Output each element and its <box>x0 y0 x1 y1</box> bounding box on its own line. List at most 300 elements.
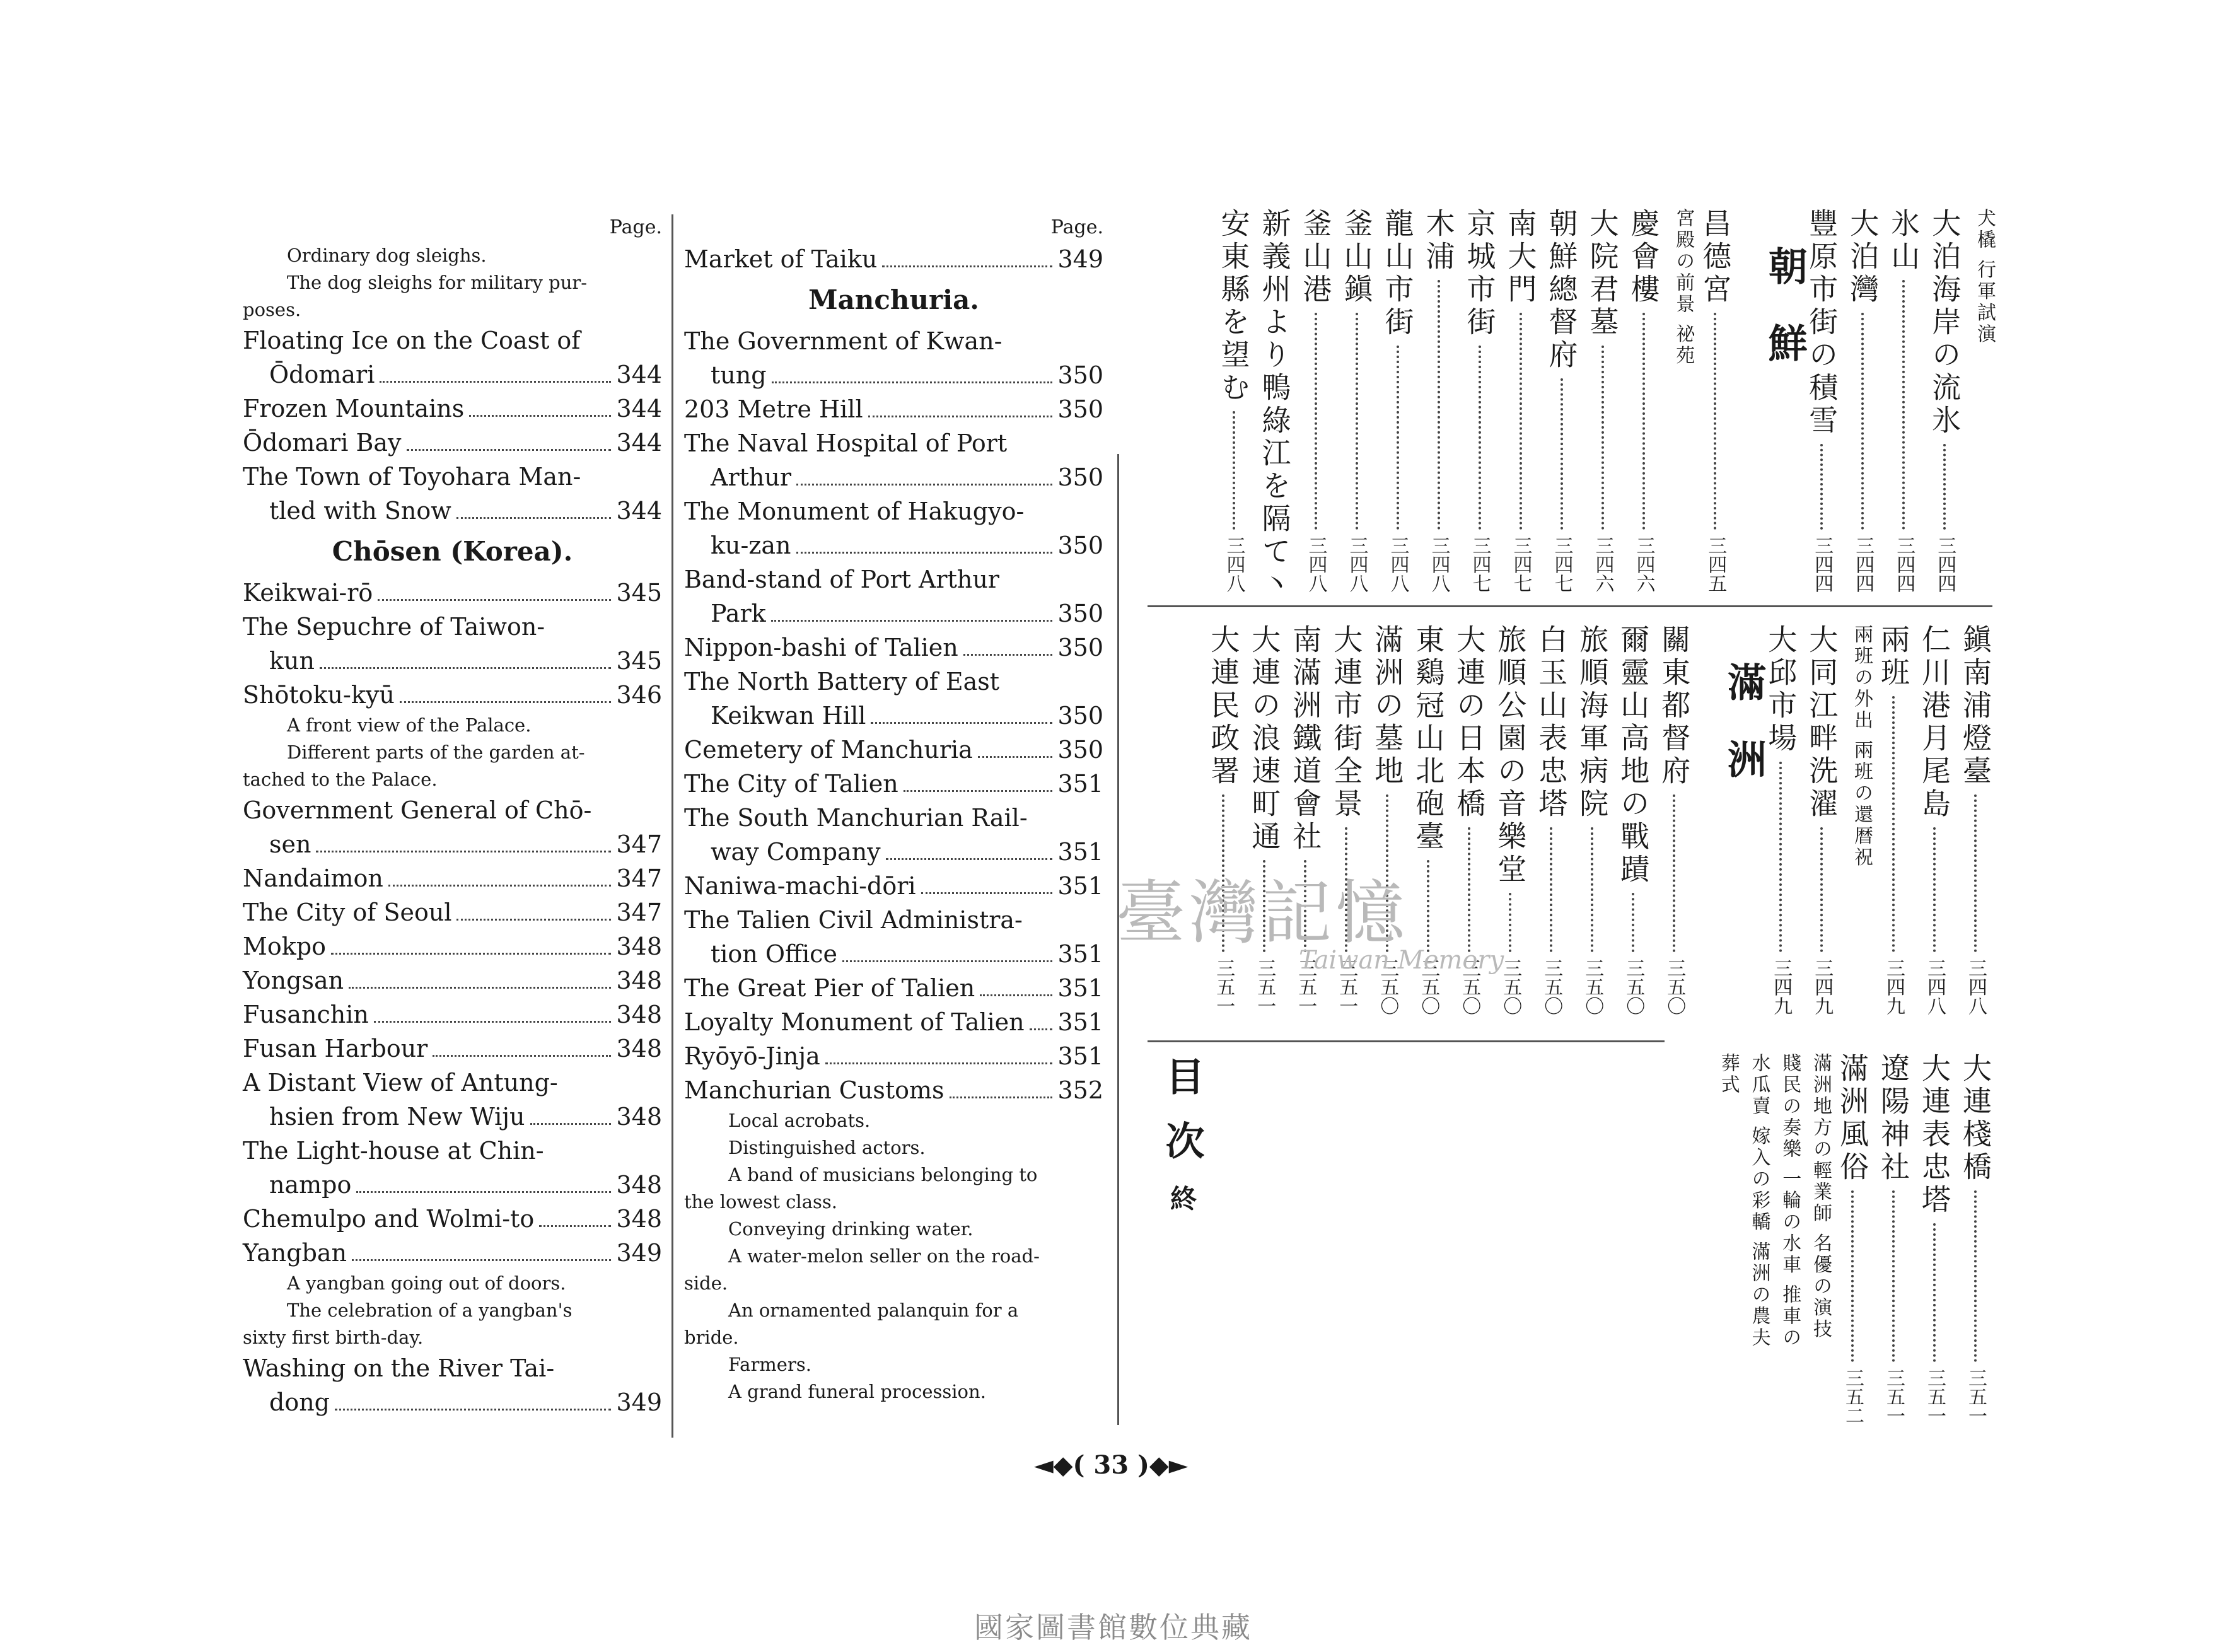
leader-dots <box>950 1096 1053 1098</box>
entry-title: 兩班 <box>1876 624 1910 690</box>
entry-title: Market of Taiku <box>684 245 878 273</box>
index-entry <box>684 1073 1103 1107</box>
entry-page: 三四九 <box>1811 958 1834 1015</box>
entry-title: 滿洲の墓地 <box>1370 624 1405 788</box>
leader-dots <box>1572 827 1593 952</box>
index-list-middle <box>684 242 1103 1405</box>
leader-dots <box>1501 313 1522 530</box>
entry-page: 三四八 <box>1346 536 1368 593</box>
index-entry <box>684 358 1103 392</box>
entry-title-line: Band-stand of Port Arthur <box>684 566 999 593</box>
entry-title: 大邱市場 <box>1764 624 1798 755</box>
leader-dots <box>1955 1190 1977 1362</box>
entry-title: 釜山港 <box>1298 208 1333 306</box>
entry-page: 344 <box>616 395 662 422</box>
entry-page: 三五〇 <box>1663 958 1686 1015</box>
index-entry <box>684 631 1103 665</box>
entry-title: 木浦 <box>1421 208 1456 274</box>
entry-page: 351 <box>1057 838 1103 866</box>
index-entry <box>1914 1053 1955 1425</box>
toc-end-char: 終 <box>1166 1185 1197 1236</box>
index-entry <box>684 937 1103 971</box>
leader-dots <box>1531 827 1552 952</box>
index-entry <box>243 963 662 998</box>
index-entry <box>243 392 662 426</box>
sub-entry: The dog sleighs for military pur- <box>287 272 588 293</box>
index-entry <box>1255 208 1295 602</box>
entry-title: Ōdomari <box>269 361 375 388</box>
entry-page: 347 <box>616 864 662 892</box>
entry-page: 350 <box>1057 532 1103 559</box>
entry-page: 350 <box>1057 600 1103 627</box>
sub-entry: Ordinary dog sleighs. <box>287 245 487 266</box>
leader-dots <box>456 919 611 921</box>
leader-dots <box>1695 313 1716 530</box>
index-entry <box>1531 624 1571 1015</box>
entry-page: 三五〇 <box>1458 958 1481 1015</box>
entry-page: 三五一 <box>1924 1368 1946 1425</box>
entry-title: 大連市街全景 <box>1329 624 1364 821</box>
entry-title: Nippon-bashi of Talien <box>684 634 958 661</box>
entry-page: 三五一 <box>1253 958 1276 1015</box>
entry-title: 大同江畔洗濯 <box>1805 624 1839 821</box>
entry-title: 爾靈山高地の戰蹟 <box>1616 624 1651 887</box>
entry-title: kun <box>269 647 315 675</box>
entry-title: Mokpo <box>243 933 327 960</box>
entry-title-line: The Town of Toyohara Man- <box>243 463 581 491</box>
entry-title: 京城市街 <box>1462 208 1497 339</box>
entry-title: Ōdomari Bay <box>243 429 402 457</box>
leader-dots <box>388 885 612 887</box>
leader-dots <box>1955 794 1977 952</box>
entry-title: 203 Metre Hill <box>684 395 863 423</box>
entry-title: tung <box>711 361 767 389</box>
index-entry <box>1695 208 1735 593</box>
leader-dots <box>1624 313 1645 530</box>
index-entry <box>684 242 1103 276</box>
index-entry <box>1924 208 1965 593</box>
index-entry <box>684 767 1103 801</box>
entry-page: 349 <box>616 1388 662 1416</box>
entry-title: 大連表忠塔 <box>1917 1053 1951 1217</box>
entry-title: Loyalty Monument of Talien <box>684 1008 1025 1036</box>
entry-title: 南大門 <box>1503 208 1538 306</box>
leader-dots <box>1296 313 1317 530</box>
entry-page: 三五一 <box>1294 958 1317 1015</box>
leader-dots <box>1873 1190 1895 1362</box>
entry-page: 三四八 <box>1427 536 1450 593</box>
index-entry <box>1873 1053 1914 1425</box>
section-rule <box>1148 1040 1665 1042</box>
entry-title: 昌德宮 <box>1698 208 1733 306</box>
index-entry <box>243 1168 662 1202</box>
entry-page: 三五〇 <box>1622 958 1645 1015</box>
toc-end-char: 次 <box>1159 1120 1205 1185</box>
entry-title: Nandaimon <box>243 864 383 892</box>
entry-title: 旅順公園の音樂堂 <box>1493 624 1528 887</box>
sub-entry: sixty first birth-day. <box>243 1327 424 1348</box>
index-entry <box>684 596 1103 631</box>
index-entry <box>243 426 662 460</box>
leader-dots <box>1883 280 1905 530</box>
entry-title: sen <box>269 830 311 858</box>
index-entry <box>1654 624 1694 1015</box>
index-entry <box>1955 1053 1996 1425</box>
entry-title: 大連の浪速町通 <box>1247 624 1282 854</box>
index-entry <box>243 1202 662 1236</box>
entry-title: Chemulpo and Wolmi-to <box>243 1205 535 1233</box>
leader-dots <box>1542 378 1563 530</box>
english-index-middle <box>684 213 1103 1405</box>
entry-title: nampo <box>269 1171 352 1199</box>
sub-entry: side. <box>684 1272 728 1294</box>
index-entry <box>1583 208 1623 593</box>
sub-entry: An ornamented palanquin for a <box>728 1300 1019 1321</box>
entry-title: Keikwan Hill <box>711 702 866 730</box>
index-entry <box>1832 1053 1873 1425</box>
entry-page: 348 <box>616 1103 662 1131</box>
sub-entry: The celebration of a yangban's <box>287 1300 573 1321</box>
index-entry <box>1460 208 1500 593</box>
leader-dots <box>886 858 1053 860</box>
leader-dots <box>539 1225 611 1227</box>
entry-title: The City of Seoul <box>243 899 452 926</box>
entry-page: 三四九 <box>1883 958 1905 1015</box>
entry-title: Frozen Mountains <box>243 395 465 422</box>
index-entry <box>243 678 662 712</box>
index-entry <box>684 460 1103 494</box>
index-entry <box>1955 624 1996 1015</box>
leader-dots <box>1801 444 1823 530</box>
entry-page: 349 <box>1057 245 1103 273</box>
index-entry <box>243 1032 662 1066</box>
sub-entry: A grand funeral procession. <box>728 1381 986 1402</box>
entry-title-line: Washing on the River Tai- <box>243 1354 555 1382</box>
sub-entry: 兩班の外出 兩班の還暦祝 <box>1851 624 1873 869</box>
sub-entry: Distinguished actors. <box>728 1137 926 1158</box>
entry-title: Fusan Harbour <box>243 1035 428 1062</box>
entry-title: 鎭南浦燈臺 <box>1958 624 1992 788</box>
index-entry <box>243 895 662 929</box>
entry-title: Arthur <box>711 463 791 491</box>
leader-dots <box>349 987 611 989</box>
index-list-left <box>243 242 662 1419</box>
leader-dots <box>1214 411 1235 530</box>
entry-title: way Company <box>711 838 881 866</box>
leader-dots <box>868 416 1053 417</box>
entry-page: 350 <box>1057 702 1103 730</box>
entry-page: 348 <box>616 1001 662 1028</box>
sub-entry: the lowest class. <box>684 1191 837 1213</box>
entry-title: 仁川港月尾島 <box>1917 624 1951 821</box>
leader-dots <box>1914 1223 1936 1362</box>
footer-credit: 國家圖書館數位典藏 <box>974 1610 1252 1644</box>
index-entry <box>1542 208 1582 593</box>
leader-dots <box>335 1409 611 1411</box>
index-entry <box>1572 624 1612 1015</box>
entry-title: 朝鮮總督府 <box>1544 208 1579 372</box>
sub-entry: tached to the Palace. <box>243 769 438 790</box>
entry-title: 東鷄冠山北砲臺 <box>1411 624 1446 854</box>
leader-dots <box>1030 1028 1053 1030</box>
section-heading: 滿洲 <box>1721 662 1767 816</box>
entry-page: 三五一 <box>1883 1368 1905 1425</box>
entry-page: 351 <box>1057 770 1103 798</box>
index-entry <box>1883 208 1924 593</box>
sub-entry: Farmers. <box>728 1354 811 1375</box>
leader-dots <box>1924 444 1946 530</box>
index-entry <box>684 699 1103 733</box>
entry-title: Yongsan <box>243 967 344 994</box>
entry-title: 安東縣を望む <box>1216 208 1251 405</box>
entry-title: 大院君墓 <box>1585 208 1620 339</box>
leader-dots <box>407 449 612 451</box>
index-entry <box>684 392 1103 426</box>
entry-title-line: The Monument of Hakugyo- <box>684 497 1025 525</box>
sub-entry: Conveying drinking water. <box>728 1218 974 1240</box>
index-entry <box>243 1236 662 1270</box>
entry-page: 351 <box>1057 872 1103 900</box>
page-column-head: Page. <box>609 216 662 238</box>
leader-dots <box>771 620 1053 622</box>
entry-title: tion Office <box>711 940 837 968</box>
entry-title: 大泊海岸の流氷 <box>1927 208 1962 438</box>
leader-dots <box>904 790 1053 792</box>
entry-page: 三四四 <box>1811 536 1834 593</box>
entry-title: 旅順海軍病院 <box>1575 624 1610 821</box>
entry-title: 南滿洲鐵道會社 <box>1288 624 1323 854</box>
watermark-en: Taiwan Memory <box>1299 946 1504 975</box>
entry-page: 347 <box>616 899 662 926</box>
entry-page: 348 <box>616 1035 662 1062</box>
leader-dots <box>796 484 1052 486</box>
leader-dots <box>400 701 612 703</box>
entry-page: 352 <box>1057 1076 1103 1104</box>
index-entry <box>684 835 1103 869</box>
entry-page: 350 <box>1057 634 1103 661</box>
entry-title: 大連棧橋 <box>1958 1053 1992 1184</box>
index-entry <box>243 358 662 392</box>
entry-title: Cemetery of Manchuria <box>684 736 973 764</box>
sub-entry: 滿洲地方の輕業師 名優の演技 <box>1810 1053 1832 1341</box>
index-entry <box>684 733 1103 767</box>
entry-page: 三四四 <box>1893 536 1915 593</box>
entry-page: 350 <box>1057 736 1103 764</box>
leader-dots <box>1873 696 1895 952</box>
leader-dots <box>921 892 1053 894</box>
leader-dots <box>796 552 1053 554</box>
section-rule <box>1148 605 1992 607</box>
entry-title: 遼陽神社 <box>1876 1053 1910 1184</box>
entry-page: 三五一 <box>1335 958 1358 1015</box>
page-column-head: Page. <box>1050 216 1103 238</box>
entry-page: 三四八 <box>1305 536 1327 593</box>
entry-page: 349 <box>616 1239 662 1267</box>
entry-title-line: The Sepuchre of Taiwon- <box>243 613 545 641</box>
leader-dots <box>825 1062 1053 1064</box>
sub-entry: A front view of the Palace. <box>287 714 532 736</box>
leader-dots <box>378 599 611 601</box>
entry-page: 348 <box>616 933 662 960</box>
leader-dots <box>433 1055 611 1057</box>
entry-page: 350 <box>1057 361 1103 389</box>
index-entry <box>1801 624 1842 1015</box>
entry-page: 三五二 <box>1842 1368 1864 1425</box>
index-entry <box>1613 624 1653 1015</box>
entry-page: 三五一 <box>1965 1368 1987 1425</box>
index-entry <box>243 827 662 861</box>
entry-page: 三四六 <box>1632 536 1655 593</box>
index-entry <box>684 971 1103 1005</box>
sub-entry: A band of musicians belonging to <box>728 1164 1038 1185</box>
leader-dots <box>772 381 1053 383</box>
entry-title: tled with Snow <box>269 497 451 525</box>
entry-page: 345 <box>616 647 662 675</box>
entry-title-line: A Distant View of Antung- <box>243 1069 558 1096</box>
leader-dots <box>882 265 1052 267</box>
entry-title-line: The Talien Civil Administra- <box>684 906 1023 934</box>
entry-page: 350 <box>1057 395 1103 423</box>
leader-dots <box>1419 280 1440 530</box>
entry-title: Manchurian Customs <box>684 1076 945 1104</box>
entry-title: 白玉山表忠塔 <box>1534 624 1569 821</box>
index-entry <box>684 1039 1103 1073</box>
entry-title-line: The North Battery of East <box>684 668 1000 695</box>
entry-page: 三四四 <box>1934 536 1956 593</box>
index-entry <box>1419 208 1459 593</box>
index-entry <box>243 494 662 528</box>
entry-title: dong <box>269 1388 330 1416</box>
sub-entry: 賤民の奏樂 一輪の水車 推車の <box>1779 1053 1801 1349</box>
entry-page: 三五〇 <box>1540 958 1563 1015</box>
entry-title-line: The Light-house at Chin- <box>243 1137 544 1165</box>
leader-dots <box>963 654 1053 656</box>
index-entry <box>684 869 1103 903</box>
sub-entry: Local acrobats. <box>728 1110 871 1131</box>
sub-entry: 犬橇 行軍試演 <box>1973 208 1996 346</box>
entry-title: 大連の日本橋 <box>1452 624 1487 821</box>
entry-title: 關東都督府 <box>1657 624 1692 788</box>
entry-page: 344 <box>616 497 662 525</box>
leader-dots <box>1613 893 1634 952</box>
entry-page: 348 <box>616 967 662 994</box>
entry-title: 慶會樓 <box>1626 208 1661 306</box>
entry-page: 348 <box>616 1205 662 1233</box>
entry-page: 三四八 <box>1965 958 1987 1015</box>
entry-page: 三四五 <box>1704 536 1727 593</box>
sub-entry: Different parts of the garden at- <box>287 742 585 763</box>
entry-title-line: The South Manchurian Rail- <box>684 804 1028 832</box>
leader-dots <box>1378 346 1399 530</box>
index-entry <box>1337 208 1377 593</box>
index-entry <box>243 929 662 963</box>
leader-dots <box>374 1021 612 1023</box>
entry-title-line: The Naval Hospital of Port <box>684 429 1008 457</box>
page-number: ◄◆( 33 )◆► <box>1034 1450 1189 1480</box>
sub-entry: A water-melon seller on the road- <box>728 1245 1040 1267</box>
entry-page: 三五一 <box>1212 958 1235 1015</box>
leader-dots <box>456 517 612 519</box>
index-entry <box>684 1005 1103 1039</box>
entry-page: 三四六 <box>1591 536 1614 593</box>
sub-entry: A yangban going out of doors. <box>287 1272 566 1294</box>
index-entry <box>1914 624 1955 1015</box>
entry-page: 351 <box>1057 1008 1103 1036</box>
leader-dots <box>469 415 611 417</box>
entry-title: 龍山市街 <box>1380 208 1415 339</box>
leader-dots <box>1337 313 1358 530</box>
index-entry <box>1873 624 1914 1015</box>
entry-title: Ryōyō-Jinja <box>684 1042 820 1070</box>
entry-title: Naniwa-machi-dōri <box>684 872 916 900</box>
index-entry <box>243 1100 662 1134</box>
entry-title: 大連民政署 <box>1206 624 1241 788</box>
sub-entry: 葬式 <box>1717 1053 1740 1096</box>
leader-dots <box>842 960 1053 962</box>
section-heading: 朝鮮 <box>1762 246 1808 400</box>
entry-title: Shōtoku-kyū <box>243 681 395 709</box>
index-entry <box>684 528 1103 562</box>
entry-page: 三五〇 <box>1581 958 1604 1015</box>
entry-title: ku-zan <box>711 532 791 559</box>
column-divider <box>671 214 673 1438</box>
leader-dots <box>356 1191 611 1193</box>
leader-dots <box>978 756 1053 758</box>
toc-end-char: 目 <box>1159 1056 1205 1120</box>
index-entry <box>243 576 662 610</box>
entry-page: 三五〇 <box>1376 958 1399 1015</box>
index-entry <box>243 998 662 1032</box>
index-entry <box>1378 208 1418 593</box>
entry-title: 新義州より鴨綠江を隔て丶 <box>1257 208 1292 602</box>
entry-page: 三四八 <box>1223 536 1245 593</box>
entry-title: 滿洲風俗 <box>1835 1053 1869 1184</box>
entry-title-line: Government General of Chō- <box>243 796 592 824</box>
entry-title-line: Floating Ice on the Coast of <box>243 327 581 354</box>
index-entry <box>1214 208 1254 593</box>
entry-title: Keikwai-rō <box>243 579 373 607</box>
index-entry <box>243 861 662 895</box>
entry-title: Fusanchin <box>243 1001 369 1028</box>
entry-page: 三五〇 <box>1417 958 1440 1015</box>
leader-dots <box>1842 313 1864 530</box>
leader-dots <box>1801 827 1823 952</box>
entry-title: 豐原市街の積雪 <box>1805 208 1839 438</box>
entry-title: The Great Pier of Talien <box>684 974 975 1002</box>
sub-entry: bride. <box>684 1327 739 1348</box>
leader-dots <box>316 851 611 852</box>
entry-page: 三四七 <box>1509 536 1532 593</box>
leader-dots <box>352 1259 611 1261</box>
index-entry <box>1296 208 1336 593</box>
index-entry <box>1842 208 1883 593</box>
entry-page: 345 <box>616 579 662 607</box>
entry-page: 三四八 <box>1386 536 1409 593</box>
index-entry <box>243 644 662 678</box>
entry-page: 347 <box>616 830 662 858</box>
entry-page: 351 <box>1057 1042 1103 1070</box>
leader-dots <box>1914 827 1936 952</box>
index-entry <box>243 1385 662 1419</box>
leader-dots <box>331 953 611 955</box>
leader-dots <box>530 1123 612 1125</box>
leader-dots <box>871 722 1052 724</box>
index-entry <box>1501 208 1541 593</box>
entry-page: 348 <box>616 1171 662 1199</box>
leader-dots <box>1832 1190 1854 1362</box>
sub-entry: poses. <box>243 299 301 320</box>
entry-title: Park <box>711 600 766 627</box>
